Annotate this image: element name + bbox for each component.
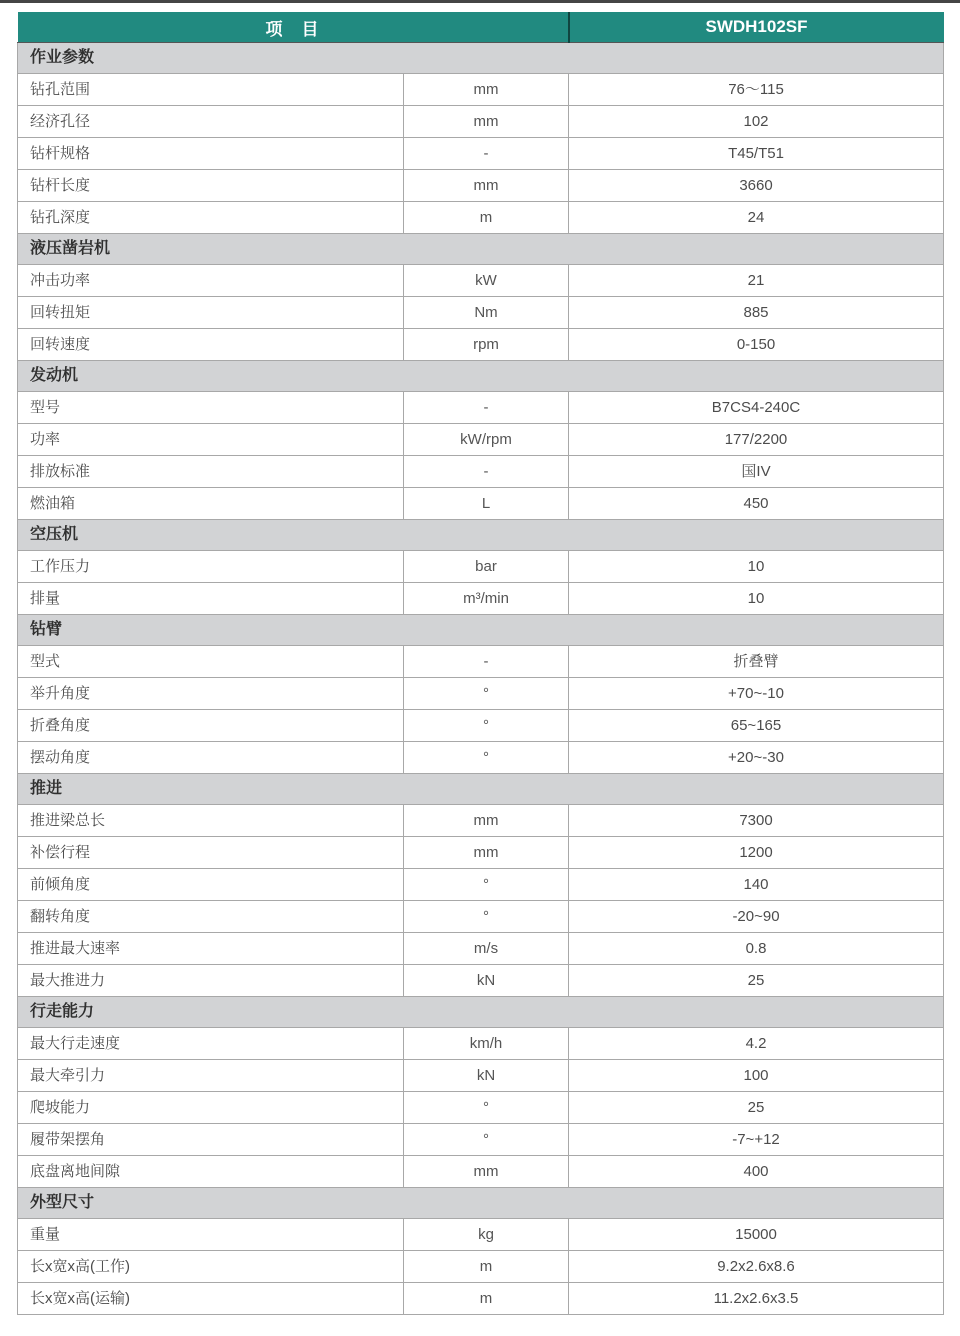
unit-cell: - xyxy=(404,456,569,488)
section-title: 行走能力 xyxy=(18,997,944,1028)
unit-cell: kN xyxy=(404,1060,569,1092)
unit-cell: m xyxy=(404,202,569,234)
unit-cell: bar xyxy=(404,551,569,583)
value-cell: -7~+12 xyxy=(569,1124,944,1156)
section-row xyxy=(18,43,944,74)
table-header-row xyxy=(18,12,944,43)
value-cell: 65~165 xyxy=(569,710,944,742)
param-label: 折叠角度 xyxy=(18,710,404,742)
unit-cell: kN xyxy=(404,965,569,997)
table-row xyxy=(18,1092,944,1124)
section-row xyxy=(18,234,944,265)
table-row xyxy=(18,1156,944,1188)
unit-cell: kW xyxy=(404,265,569,297)
param-label: 履带架摆角 xyxy=(18,1124,404,1156)
value-cell: 885 xyxy=(569,297,944,329)
value-cell: 25 xyxy=(569,1092,944,1124)
table-row xyxy=(18,837,944,869)
section-title: 外型尺寸 xyxy=(18,1188,944,1219)
unit-cell: mm xyxy=(404,170,569,202)
param-label: 排量 xyxy=(18,583,404,615)
unit-cell: mm xyxy=(404,74,569,106)
unit-cell: mm xyxy=(404,837,569,869)
param-label: 燃油箱 xyxy=(18,488,404,520)
value-cell: 21 xyxy=(569,265,944,297)
unit-cell: m xyxy=(404,1283,569,1315)
value-cell: 400 xyxy=(569,1156,944,1188)
table-row xyxy=(18,424,944,456)
table-row xyxy=(18,392,944,424)
param-label: 翻转角度 xyxy=(18,901,404,933)
table-row xyxy=(18,583,944,615)
value-cell: 10 xyxy=(569,551,944,583)
value-cell: +70~-10 xyxy=(569,678,944,710)
value-cell: 7300 xyxy=(569,805,944,837)
table-row xyxy=(18,805,944,837)
param-label: 最大推进力 xyxy=(18,965,404,997)
param-label: 前倾角度 xyxy=(18,869,404,901)
unit-cell: kg xyxy=(404,1219,569,1251)
table-row xyxy=(18,170,944,202)
table-row xyxy=(18,1283,944,1315)
param-label: 型号 xyxy=(18,392,404,424)
table-row xyxy=(18,329,944,361)
unit-cell: m xyxy=(404,1251,569,1283)
param-label: 回转速度 xyxy=(18,329,404,361)
table-row xyxy=(18,297,944,329)
value-cell: 177/2200 xyxy=(569,424,944,456)
value-cell: 102 xyxy=(569,106,944,138)
table-row xyxy=(18,1124,944,1156)
section-title: 推进 xyxy=(18,774,944,805)
param-label: 钻孔范围 xyxy=(18,74,404,106)
param-label: 回转扭矩 xyxy=(18,297,404,329)
param-label: 举升角度 xyxy=(18,678,404,710)
table-row xyxy=(18,138,944,170)
table-row xyxy=(18,1219,944,1251)
table-row xyxy=(18,646,944,678)
value-cell: 10 xyxy=(569,583,944,615)
spec-table xyxy=(17,12,944,1315)
table-row xyxy=(18,901,944,933)
table-row xyxy=(18,742,944,774)
unit-cell: - xyxy=(404,392,569,424)
param-label: 钻杆规格 xyxy=(18,138,404,170)
table-row xyxy=(18,965,944,997)
unit-cell: kW/rpm xyxy=(404,424,569,456)
param-label: 冲击功率 xyxy=(18,265,404,297)
param-label: 工作压力 xyxy=(18,551,404,583)
param-label: 最大行走速度 xyxy=(18,1028,404,1060)
table-row xyxy=(18,1028,944,1060)
value-cell: B7CS4-240C xyxy=(569,392,944,424)
value-cell: 450 xyxy=(569,488,944,520)
section-row xyxy=(18,997,944,1028)
unit-cell: ° xyxy=(404,1092,569,1124)
value-cell: +20~-30 xyxy=(569,742,944,774)
unit-cell: - xyxy=(404,646,569,678)
section-title: 钻臂 xyxy=(18,615,944,646)
table-row xyxy=(18,678,944,710)
value-cell: 折叠臂 xyxy=(569,646,944,678)
table-row xyxy=(18,488,944,520)
section-title: 液压凿岩机 xyxy=(18,234,944,265)
param-label: 钻孔深度 xyxy=(18,202,404,234)
table-row xyxy=(18,265,944,297)
section-title: 发动机 xyxy=(18,361,944,392)
unit-cell: mm xyxy=(404,805,569,837)
header-item-column: 项 目 xyxy=(18,12,569,43)
section-row xyxy=(18,361,944,392)
table-row xyxy=(18,933,944,965)
unit-cell: ° xyxy=(404,869,569,901)
value-cell: 国IV xyxy=(569,456,944,488)
value-cell: 25 xyxy=(569,965,944,997)
unit-cell: - xyxy=(404,138,569,170)
table-row xyxy=(18,551,944,583)
table-row xyxy=(18,106,944,138)
top-divider-rule xyxy=(0,0,960,3)
section-row xyxy=(18,520,944,551)
unit-cell: ° xyxy=(404,678,569,710)
param-label: 底盘离地间隙 xyxy=(18,1156,404,1188)
unit-cell: km/h xyxy=(404,1028,569,1060)
value-cell: 0-150 xyxy=(569,329,944,361)
unit-cell: ° xyxy=(404,742,569,774)
unit-cell: ° xyxy=(404,1124,569,1156)
unit-cell: m/s xyxy=(404,933,569,965)
param-label: 型式 xyxy=(18,646,404,678)
unit-cell: rpm xyxy=(404,329,569,361)
value-cell: 15000 xyxy=(569,1219,944,1251)
section-row xyxy=(18,1188,944,1219)
table-row xyxy=(18,456,944,488)
section-row xyxy=(18,615,944,646)
unit-cell: m³/min xyxy=(404,583,569,615)
value-cell: 1200 xyxy=(569,837,944,869)
value-cell: -20~90 xyxy=(569,901,944,933)
section-title: 空压机 xyxy=(18,520,944,551)
table-row xyxy=(18,710,944,742)
unit-cell: Nm xyxy=(404,297,569,329)
header-model-column: SWDH102SF xyxy=(569,12,944,43)
param-label: 排放标准 xyxy=(18,456,404,488)
unit-cell: ° xyxy=(404,901,569,933)
value-cell: 9.2x2.6x8.6 xyxy=(569,1251,944,1283)
value-cell: 4.2 xyxy=(569,1028,944,1060)
unit-cell: ° xyxy=(404,710,569,742)
value-cell: 3660 xyxy=(569,170,944,202)
param-label: 爬坡能力 xyxy=(18,1092,404,1124)
section-title: 作业参数 xyxy=(18,43,944,74)
table-row xyxy=(18,202,944,234)
param-label: 补偿行程 xyxy=(18,837,404,869)
param-label: 最大牵引力 xyxy=(18,1060,404,1092)
table-row xyxy=(18,74,944,106)
table-row xyxy=(18,1060,944,1092)
param-label: 长x宽x高(运输) xyxy=(18,1283,404,1315)
param-label: 摆动角度 xyxy=(18,742,404,774)
param-label: 推进最大速率 xyxy=(18,933,404,965)
value-cell: 76～115 xyxy=(569,74,944,106)
param-label: 钻杆长度 xyxy=(18,170,404,202)
value-cell: 100 xyxy=(569,1060,944,1092)
value-cell: 24 xyxy=(569,202,944,234)
table-row xyxy=(18,1251,944,1283)
param-label: 功率 xyxy=(18,424,404,456)
spec-table-body xyxy=(18,43,944,1315)
unit-cell: mm xyxy=(404,1156,569,1188)
unit-cell: L xyxy=(404,488,569,520)
param-label: 经济孔径 xyxy=(18,106,404,138)
table-row xyxy=(18,869,944,901)
value-cell: 11.2x2.6x3.5 xyxy=(569,1283,944,1315)
value-cell: T45/T51 xyxy=(569,138,944,170)
param-label: 重量 xyxy=(18,1219,404,1251)
param-label: 长x宽x高(工作) xyxy=(18,1251,404,1283)
value-cell: 0.8 xyxy=(569,933,944,965)
param-label: 推进梁总长 xyxy=(18,805,404,837)
section-row xyxy=(18,774,944,805)
value-cell: 140 xyxy=(569,869,944,901)
unit-cell: mm xyxy=(404,106,569,138)
